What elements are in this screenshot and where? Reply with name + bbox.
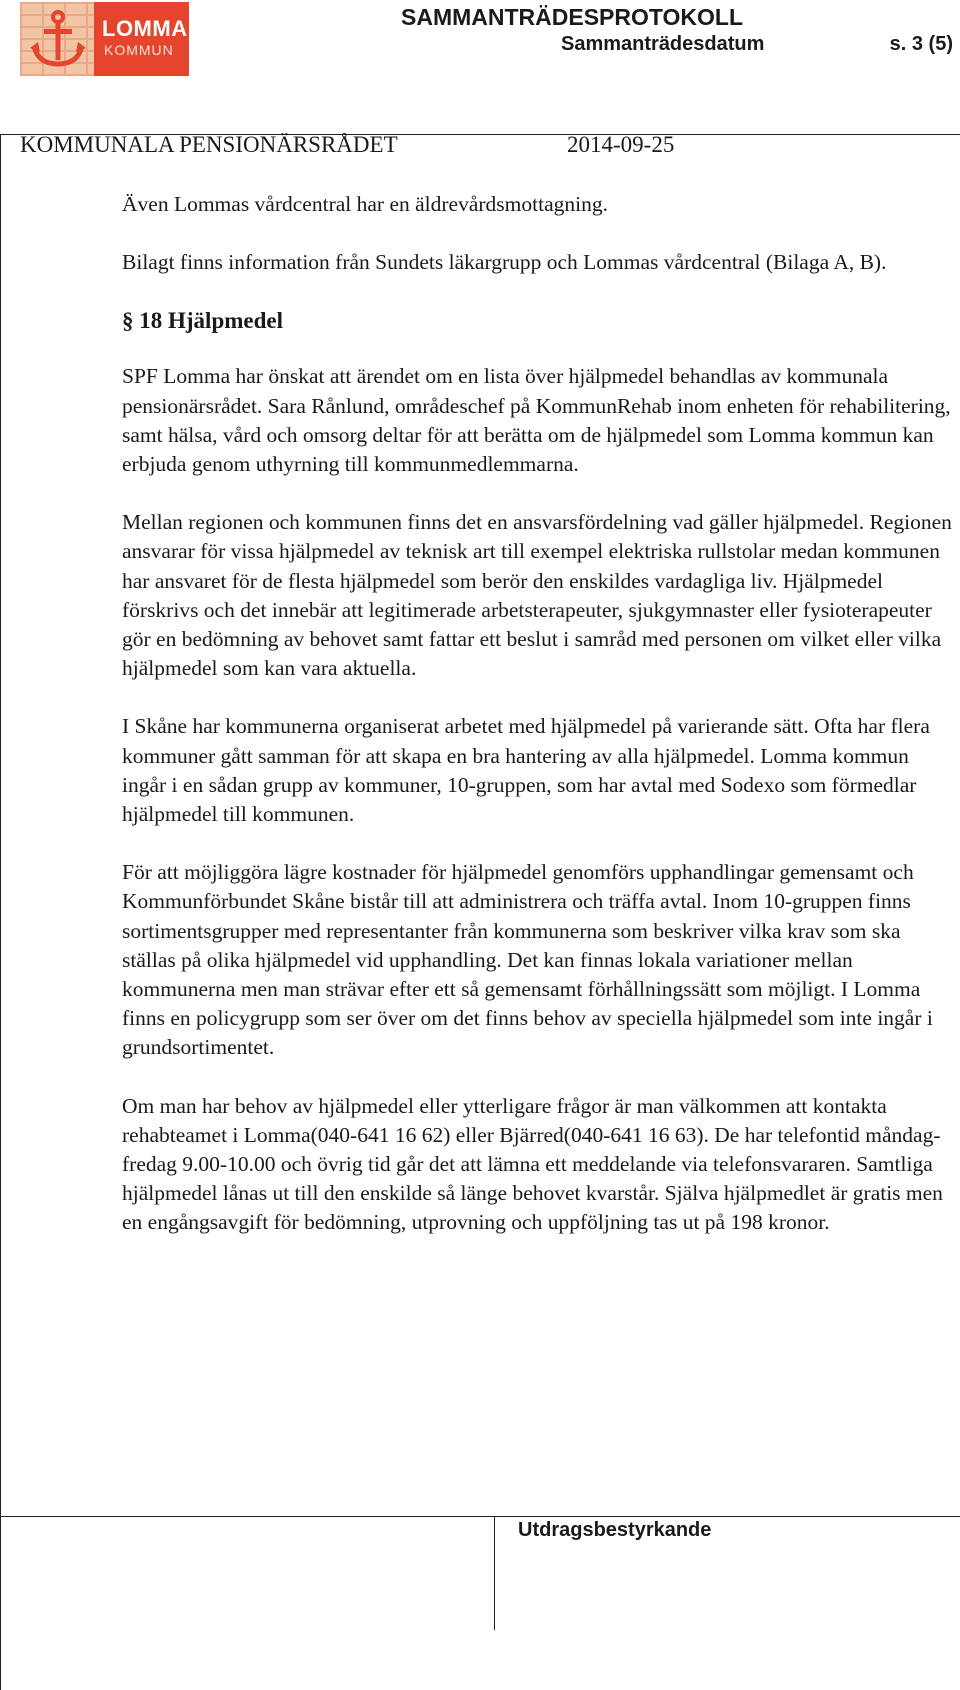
footer-divider: [0, 1516, 960, 1517]
page-number: s. 3 (5): [889, 33, 953, 55]
anchor-icon: [28, 8, 88, 70]
logo-text-lomma: LOMMA: [102, 16, 188, 41]
meeting-date-label: Sammanträdesdatum: [561, 33, 765, 55]
lomma-kommun-logo: [20, 2, 189, 76]
document-body: [122, 190, 954, 1267]
section-heading: § 18 Hjälpmedel: [122, 308, 283, 334]
certification-label: Utdragsbestyrkande: [518, 1519, 712, 1541]
paragraph: För att möjliggöra lägre kostnader för hjälpmedel genomförs upphandlingar gemensamt och Kommunförbundet Skåne bistår till att administrera och träffa avtal. Inom 10-gruppen finns sortimentsgrupper med representanter från kommunerna som beskriver vilka krav som ska ställas på olika hjälpmedel vid upphandling. Det kan finnas lokala variationer mellan kommunerna men man strävar efter ett så gemensamt förhållningssätt som möjligt. I Lomma finns en policygrupp som ser över om det finns behov av speciella hjälpmedel som inte ingår i grundsortimentet.: [122, 860, 933, 1060]
paragraph: Även Lommas vårdcentral har en äldrevårdsmottagning.: [122, 192, 608, 216]
left-margin-rule: [0, 134, 1, 1690]
organization-name: KOMMUNALA PENSIONÄRSRÅDET: [20, 132, 398, 157]
meeting-date: 2014-09-25: [567, 132, 675, 157]
paragraph: SPF Lomma har önskat att ärendet om en lista över hjälpmedel behandlas av kommunala pensionärsrådet. Sara Rånlund, områdeschef på KommunRehab inom enheten för rehabilitering, samt hälsa, vård och omsorg deltar för att berätta om de hjälpmedel som Lomma kommun kan erbjuda genom uthyrning till kommunmedlemmarna.: [122, 364, 951, 477]
paragraph: I Skåne har kommunerna organiserat arbetet med hjälpmedel på varierande sätt. Ofta har flera kommuner gått samman för att skapa en bra hantering av alla hjälpmedel. Lomma kommun ingår i en sådan grupp av kommuner, 10-gruppen, som har avtal med Sodexo som förmedlar hjälpmedel till kommunen.: [122, 714, 930, 827]
document-title: SAMMANTRÄDESPROTOKOLL: [401, 4, 744, 30]
footer-column-divider: [494, 1516, 495, 1630]
paragraph: Om man har behov av hjälpmedel eller ytterligare frågor är man välkommen att kontakta rehabteamet i Lomma(040-641 16 62) eller Bjärred(040-641 16 63). De har telefontid måndag-fredag 9.00-10.00 och övrig tid går det att lämna ett meddelande via telefonsvararen. Samtliga hjälpmedel lånas ut till den enskilde så länge behovet kvarstår. Själva hjälpmedlet är gratis men en engångsavgift för bedömning, utprovning och uppföljning tas ut på 198 kronor.: [122, 1093, 943, 1235]
paragraph: Bilagt finns information från Sundets läkargrupp och Lommas vårdcentral (Bilaga A, B).: [122, 250, 887, 275]
logo-text-kommun: KOMMUN: [104, 42, 174, 58]
paragraph: Mellan regionen och kommunen finns det en ansvarsfördelning vad gäller hjälpmedel. Regionen ansvarar för vissa hjälpmedel av teknisk art till exempel elektriska rullstolar medan kommunen har ansvaret för de flesta hjälpmedel som berör den enskildes vardagliga liv. Hjälpmedel förskrivs och det innebär att legitimerade arbetsterapeuter, sjukgymnaster eller fysioterapeuter gör en bedömning av behovet samt fattar ett beslut i samråd med personen om vilket eller vilka hjälpmedel som kan vara aktuella.: [122, 510, 952, 681]
